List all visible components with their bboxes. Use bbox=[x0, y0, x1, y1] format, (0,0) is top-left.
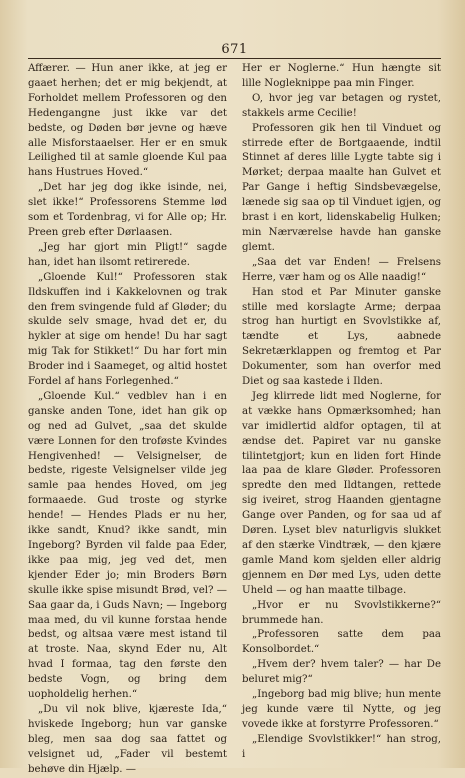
paragraph: O, hvor jeg var betagen og rystet, stakkels arme Cecilie! bbox=[242, 92, 441, 119]
right-column bbox=[242, 62, 441, 760]
text-columns bbox=[28, 62, 441, 775]
paragraph: Professoren gik hen til Vinduet og stirrede efter de Bortgaaende, indtil Stinnet af deres lille Lygte tabte sig i Mørket; derpaa maalte han Gulvet et Par Gange i heftig Sindsbevægelse, lænede sig saa op til Vinduet igjen, og brast i en kort, lidenskabelig Hulken; min Nærværelse havde han ganske glemt. bbox=[242, 122, 441, 253]
paragraph: „Du vil nok blive, kjæreste Ida,“ hviskede Ingeborg; hun var ganske bleg, men saa dog saa fattet og velsignet ud, „Fader vil bestemt behøve din Hjælp. — bbox=[28, 703, 227, 775]
paragraph: „Saa det var Enden! — Frelsens Herre, vær ham og os Alle naadig!“ bbox=[242, 256, 441, 283]
paragraph: „Gloende Kul.“ vedblev han i en ganske anden Tone, idet han gik op og ned ad Gulvet, „saa det skulde være Lonnen for den troføste Kvindes Hengivenhed! — Velsignelser, de bedste, rigeste Velsignelser vilde jeg samle paa hendes Hoved, om jeg formaaede. Gud troste og styrke hende! — Hendes Plads er nu her, ikke sandt, Knud? ikke sandt, min Ingeborg? Byrden vil falde paa Eder, ikke paa mig, jeg ved det, men kjender Eder jo; min Broders Børn skulle ikke spise misundt Brød, vel? — Saa gaar da, i Guds Navn; — Ingeborg maa med, du vil kunne forstaa hende bedst, og altsaa være mest istand til at troste. Naa, skynd Eder nu, Alt hvad I formaa, tag den første den bedste Vogn, og bring dem uopholdelig herhen.“ bbox=[28, 390, 227, 701]
paragraph: „Elendige Svovlstikker!“ han strog, i bbox=[242, 733, 441, 760]
paragraph: Affærer. — Hun aner ikke, at jeg er gaaet herhen; det er mig bekjendt, at Forholdet mellem Professoren og den Hedengangne just ikke var det bedste, og Døden bør jevne og hæve alle Misforstaaelser. Her er en smuk Leilighed til at samle gloende Kul paa hans Hustrues Hoved.“ bbox=[28, 63, 227, 179]
header-rule bbox=[28, 58, 441, 59]
paragraph: „Det har jeg dog ikke isinde, nei, slet ikke!“ Professorens Stemme lød som et Tordenbrag, vi for Alle op; Hr. Preen greb efter Dørlaasen. bbox=[28, 182, 227, 238]
paragraph: Her er Noglerne.“ Hun hængte sit lille Nogleknippe paa min Finger. bbox=[242, 63, 441, 89]
paragraph: „Professoren satte dem paa Konsolbordet.“ bbox=[242, 629, 441, 656]
page-number: 671 bbox=[221, 42, 248, 57]
paragraph: „Gloende Kul!“ Professoren stak Ildskuffen ind i Kakkelovnen og trak den frem svingende fuld af Gløder; du skulde selv smage, hvad det er, du hykler at sige om hende! Du har sagt mig Tak for Stikket!“ Du har fort min Broder ind i Saameget, og altid hostet Fordel af hans Forlegenhed.“ bbox=[28, 271, 227, 388]
paragraph: Jeg klirrede lidt med Noglerne, for at vække hans Opmærksomhed; han var imidlertid aldfor optagen, til at ændse det. Papiret var nu ganske tilintetgjort; kun en liden fort Hinde laa paa de klare Gløder. Professoren spredte den med Ildtangen, rettede sig iveiret, strog Haanden gjentagne Gange over Panden, og for saa ud af Døren. Lyset blev naturligvis slukket af den stærke Vindtræk, — den kjære gamle Mand kom sjelden eller aldrig gjennem en Dør med Lys, uden dette Uheld — og han maatte tilbage. bbox=[242, 390, 441, 596]
paragraph: Han stod et Par Minuter ganske stille med korslagte Arme; derpaa strog han hurtigt en Svovlstikke af, tændte et Lys, aabnede Sekretærklappen og fremtog et Par Dokumenter, som han overfor med Diet og saa kastede i Ilden. bbox=[242, 286, 441, 388]
paragraph: „Hvor er nu Svovlstikkerne?“ brummede han. bbox=[242, 599, 441, 626]
paragraph: „Hvem der? hvem taler? — har De beluret mig?“ bbox=[242, 659, 441, 686]
paragraph: „Ingeborg bad mig blive; hun mente jeg kunde være til Nytte, og jeg vovede ikke at forstyrre Professoren.“ bbox=[242, 689, 441, 730]
paragraph: „Jeg har gjort min Pligt!“ sagde han, idet han ilsomt retirerede. bbox=[28, 241, 227, 268]
page-header bbox=[28, 38, 441, 58]
left-column bbox=[28, 62, 227, 775]
